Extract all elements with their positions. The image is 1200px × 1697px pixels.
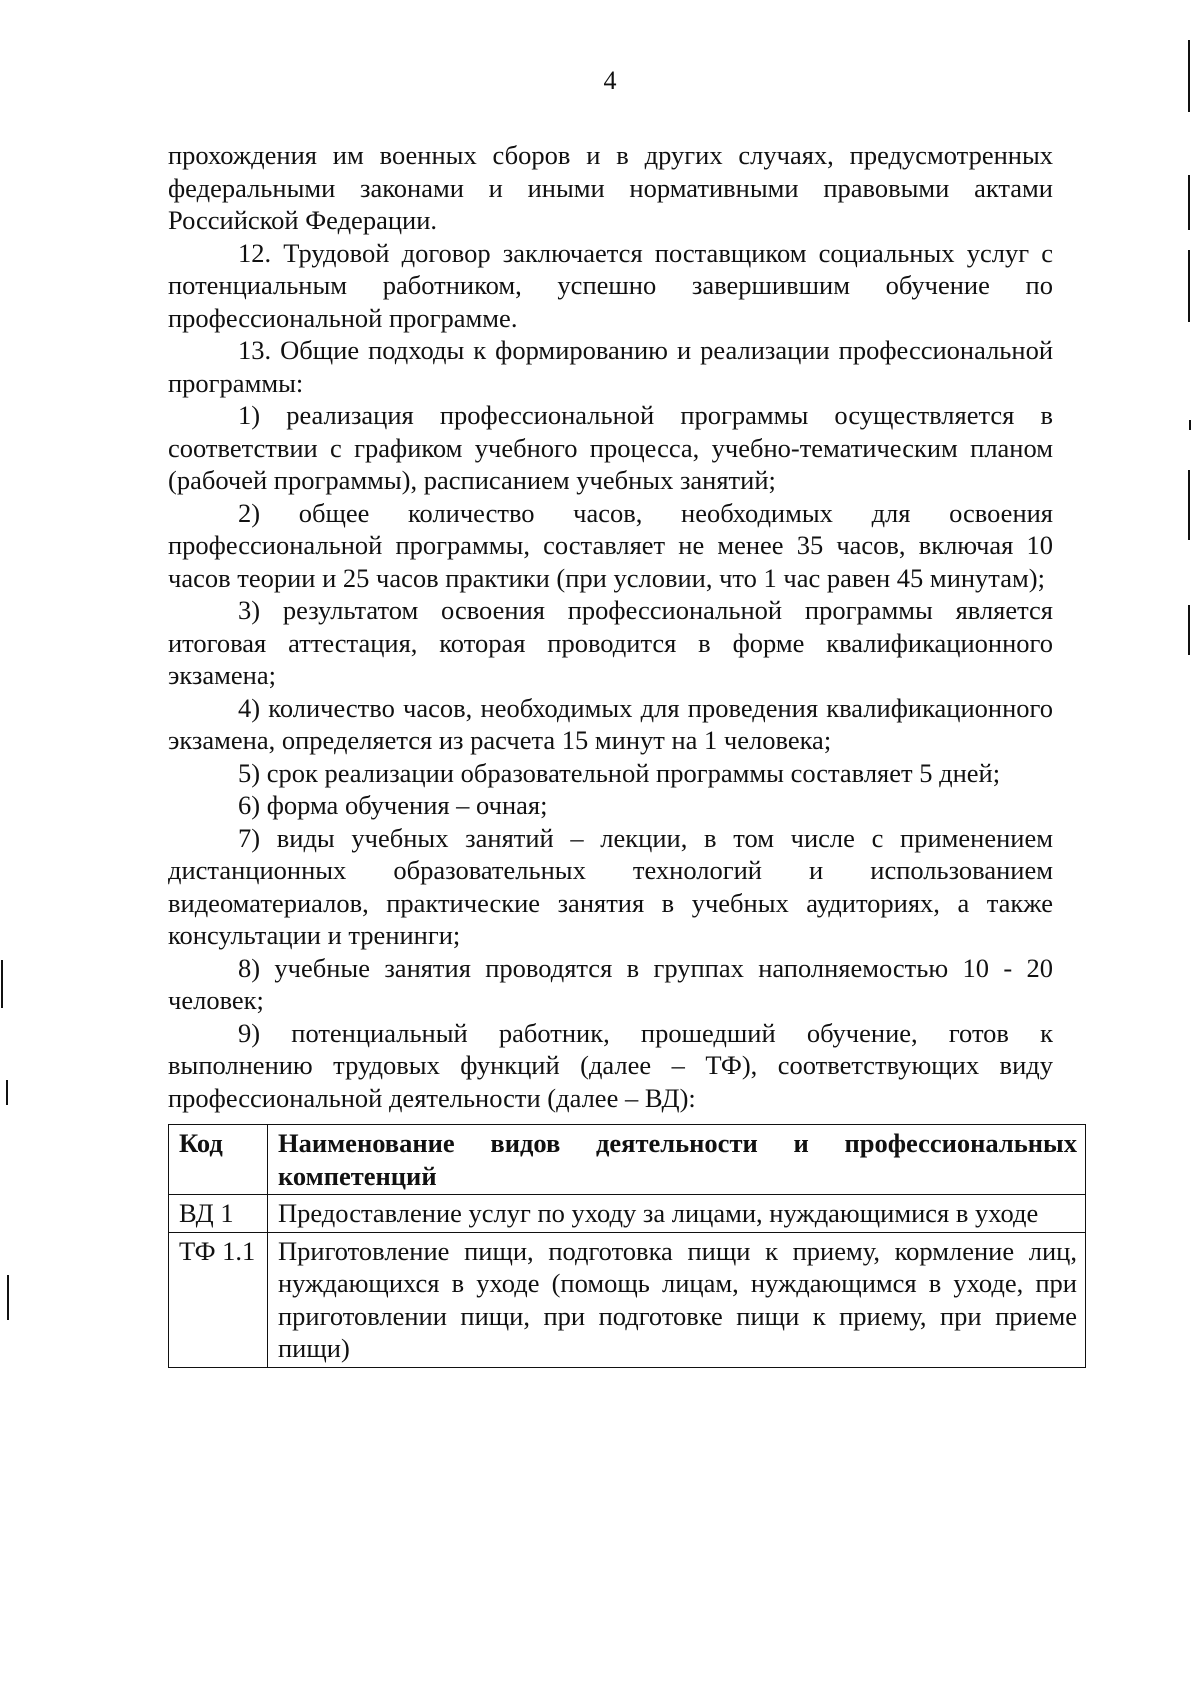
paragraph-12: 12. Трудовой договор заключается поставщиком социальных услуг с потенциальным работником, успешно завершившим обучение по профессиональной программе.: [168, 237, 1053, 333]
cell-code: ТФ 1.1: [169, 1232, 268, 1367]
cell-code: ВД 1: [169, 1195, 268, 1233]
page-number: 4: [603, 66, 617, 95]
header-name: Наименование видов деятельности и профессиональных компетенций: [268, 1125, 1086, 1195]
list-item-7: 7) виды учебных занятий – лекции, в том числе с применением дистанционных образовательных технологий и использованием видеоматериалов, практические занятия в учебных аудиториях, а также консультации и тренинги;: [168, 822, 1053, 950]
scan-edge-mark: [1188, 470, 1190, 540]
document-body: [168, 139, 1077, 1368]
paragraph-13: 13. Общие подходы к формированию и реализации профессиональной программы:: [168, 335, 1053, 398]
list-item-6: 6) форма обучения – очная;: [238, 790, 548, 820]
scan-edge-mark: [1, 960, 3, 1008]
header-code: Код: [169, 1125, 268, 1195]
table-row: [169, 1232, 1086, 1367]
scan-edge-mark: [1188, 40, 1190, 112]
competencies-table: [168, 1124, 1086, 1368]
scan-edge-mark: [6, 1080, 8, 1105]
scan-edge-mark: [1188, 605, 1190, 655]
scan-edge-mark: [1189, 420, 1191, 430]
table-row: [169, 1195, 1086, 1233]
paragraph-continuation: прохождения им военных сборов и в других случаях, предусмотренных федеральными законами и иными нормативными правовыми актами Российской Федерации.: [168, 140, 1053, 235]
cell-name: Предоставление услуг по уходу за лицами, нуждающимися в уходе: [268, 1195, 1086, 1233]
scan-edge-mark: [1188, 250, 1190, 322]
cell-name: Приготовление пищи, подготовка пищи к приему, кормление лиц, нуждающихся в уходе (помощь лицам, нуждающимся в уходе, при приготовлении пищи, при подготовке пищи к приему, при приеме пищи): [268, 1232, 1086, 1367]
table-header-row: [169, 1125, 1086, 1195]
list-item-4: 4) количество часов, необходимых для проведения квалификационного экзамена, определяется из расчета 15 минут на 1 человека;: [168, 692, 1053, 755]
scan-edge-mark: [7, 1275, 9, 1320]
list-item-8: 8) учебные занятия проводятся в группах наполняемостью 10 - 20 человек;: [168, 952, 1053, 1015]
list-item-3: 3) результатом освоения профессиональной программы является итоговая аттестация, которая проводится в форме квалификационного экзамена;: [168, 595, 1053, 690]
list-item-1: 1) реализация профессиональной программы осуществляется в соответствии с графиком учебного процесса, учебно-тематическим планом (рабочей программы), расписанием учебных занятий;: [168, 400, 1053, 495]
scan-edge-mark: [1188, 175, 1190, 230]
list-item-2: 2) общее количество часов, необходимых для освоения профессиональной программы, составляет не менее 35 часов, включая 10 часов теории и 25 часов практики (при условии, что 1 час равен 45 минутам);: [168, 497, 1053, 593]
list-item-5: 5) срок реализации образовательной программы составляет 5 дней;: [238, 757, 1001, 788]
list-item-9: 9) потенциальный работник, прошедший обучение, готов к выполнению трудовых функций (далее – ТФ), соответствующих виду профессиональной деятельности (далее – ВД):: [168, 1017, 1053, 1113]
